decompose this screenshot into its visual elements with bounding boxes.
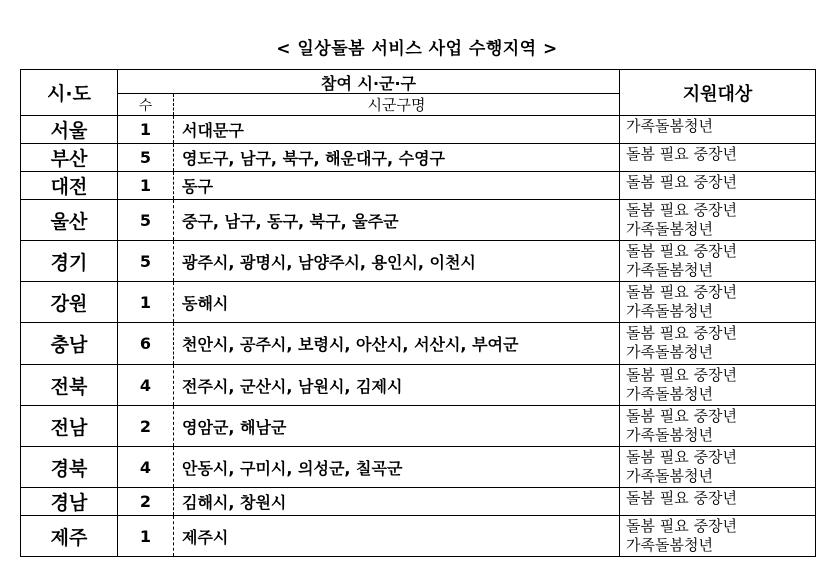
cell-sido: 충남 xyxy=(21,323,118,365)
cell-count: 6 xyxy=(118,323,174,365)
page-title: < 일상돌봄 서비스 사업 수행지역 > xyxy=(276,39,558,59)
table-row xyxy=(21,144,816,172)
table-row xyxy=(21,282,816,323)
cell-districts: 광주시, 광명시, 남양주시, 용인시, 이천시 xyxy=(174,241,620,282)
table-row xyxy=(21,241,816,282)
support-target-line: 가족돌봄청년 xyxy=(626,536,713,554)
cell-count: 2 xyxy=(118,488,174,516)
table-row xyxy=(21,365,816,406)
support-target-line: 돌봄 필요 중장년 xyxy=(626,517,737,535)
support-target-line: 가족돌봄청년 xyxy=(626,117,713,135)
cell-districts: 영암군, 해남군 xyxy=(174,406,620,447)
table-row xyxy=(21,323,816,365)
cell-districts: 동구 xyxy=(174,172,620,200)
cell-count: 2 xyxy=(118,406,174,447)
cell-districts: 천안시, 공주시, 보령시, 아산시, 서산시, 부여군 xyxy=(174,323,620,365)
cell-districts: 영도구, 남구, 북구, 해운대구, 수영구 xyxy=(174,144,620,172)
table-row xyxy=(21,488,816,516)
support-target-line: 가족돌봄청년 xyxy=(626,220,713,238)
support-target-line: 가족돌봄청년 xyxy=(626,343,713,361)
cell-count: 1 xyxy=(118,116,174,144)
cell-sido: 경기 xyxy=(21,241,118,282)
cell-count: 5 xyxy=(118,144,174,172)
support-target-line: 돌봄 필요 중장년 xyxy=(626,489,737,507)
cell-sido: 제주 xyxy=(21,516,118,557)
table-row xyxy=(21,406,816,447)
table-header xyxy=(21,70,816,116)
support-target-line: 돌봄 필요 중장년 xyxy=(626,173,737,191)
table-row xyxy=(21,200,816,241)
support-target-line: 돌봄 필요 중장년 xyxy=(626,145,737,163)
cell-count: 5 xyxy=(118,200,174,241)
cell-count: 1 xyxy=(118,282,174,323)
cell-districts: 제주시 xyxy=(174,516,620,557)
cell-sido: 서울 xyxy=(21,116,118,144)
support-target-line: 돌봄 필요 중장년 xyxy=(626,242,737,260)
cell-sido: 전북 xyxy=(21,365,118,406)
cell-support-target xyxy=(620,488,816,516)
support-target-line: 돌봄 필요 중장년 xyxy=(626,366,737,384)
table-row xyxy=(21,116,816,144)
support-target-line: 돌봄 필요 중장년 xyxy=(626,283,737,301)
cell-support-target xyxy=(620,406,816,447)
table-row xyxy=(21,516,816,557)
cell-sido: 부산 xyxy=(21,144,118,172)
support-target-line: 가족돌봄청년 xyxy=(626,261,713,279)
cell-districts: 동해시 xyxy=(174,282,620,323)
cell-support-target xyxy=(620,116,816,144)
support-target-line: 가족돌봄청년 xyxy=(626,467,713,485)
service-region-table xyxy=(20,69,816,557)
cell-support-target xyxy=(620,172,816,200)
support-target-line: 가족돌봄청년 xyxy=(626,385,713,403)
cell-sido: 강원 xyxy=(21,282,118,323)
cell-support-target xyxy=(620,447,816,488)
cell-count: 4 xyxy=(118,447,174,488)
support-target-line: 돌봄 필요 중장년 xyxy=(626,324,737,342)
table-row xyxy=(21,447,816,488)
cell-districts: 서대문구 xyxy=(174,116,620,144)
cell-districts: 김해시, 창원시 xyxy=(174,488,620,516)
header-district-name: 시군구명 xyxy=(174,94,620,116)
cell-count: 1 xyxy=(118,172,174,200)
cell-sido: 대전 xyxy=(21,172,118,200)
table-body xyxy=(21,116,816,557)
cell-districts: 중구, 남구, 동구, 북구, 울주군 xyxy=(174,200,620,241)
cell-districts: 전주시, 군산시, 남원시, 김제시 xyxy=(174,365,620,406)
cell-support-target xyxy=(620,144,816,172)
cell-support-target xyxy=(620,241,816,282)
header-support-target: 지원대상 xyxy=(620,70,816,116)
cell-sido: 경남 xyxy=(21,488,118,516)
cell-support-target xyxy=(620,323,816,365)
cell-sido: 경북 xyxy=(21,447,118,488)
header-sido: 시·도 xyxy=(21,70,118,116)
cell-support-target xyxy=(620,200,816,241)
table-row xyxy=(21,172,816,200)
cell-support-target xyxy=(620,282,816,323)
header-count: 수 xyxy=(118,94,174,116)
cell-districts: 안동시, 구미시, 의성군, 칠곡군 xyxy=(174,447,620,488)
support-target-line: 돌봄 필요 중장년 xyxy=(626,201,737,219)
cell-count: 4 xyxy=(118,365,174,406)
header-participating: 참여 시·군·구 xyxy=(118,70,620,94)
cell-count: 1 xyxy=(118,516,174,557)
support-target-line: 돌봄 필요 중장년 xyxy=(626,448,737,466)
support-target-line: 가족돌봄청년 xyxy=(626,426,713,444)
support-target-line: 돌봄 필요 중장년 xyxy=(626,407,737,425)
cell-support-target xyxy=(620,516,816,557)
support-target-line: 가족돌봄청년 xyxy=(626,302,713,320)
cell-sido: 울산 xyxy=(21,200,118,241)
cell-sido: 전남 xyxy=(21,406,118,447)
cell-count: 5 xyxy=(118,241,174,282)
cell-support-target xyxy=(620,365,816,406)
